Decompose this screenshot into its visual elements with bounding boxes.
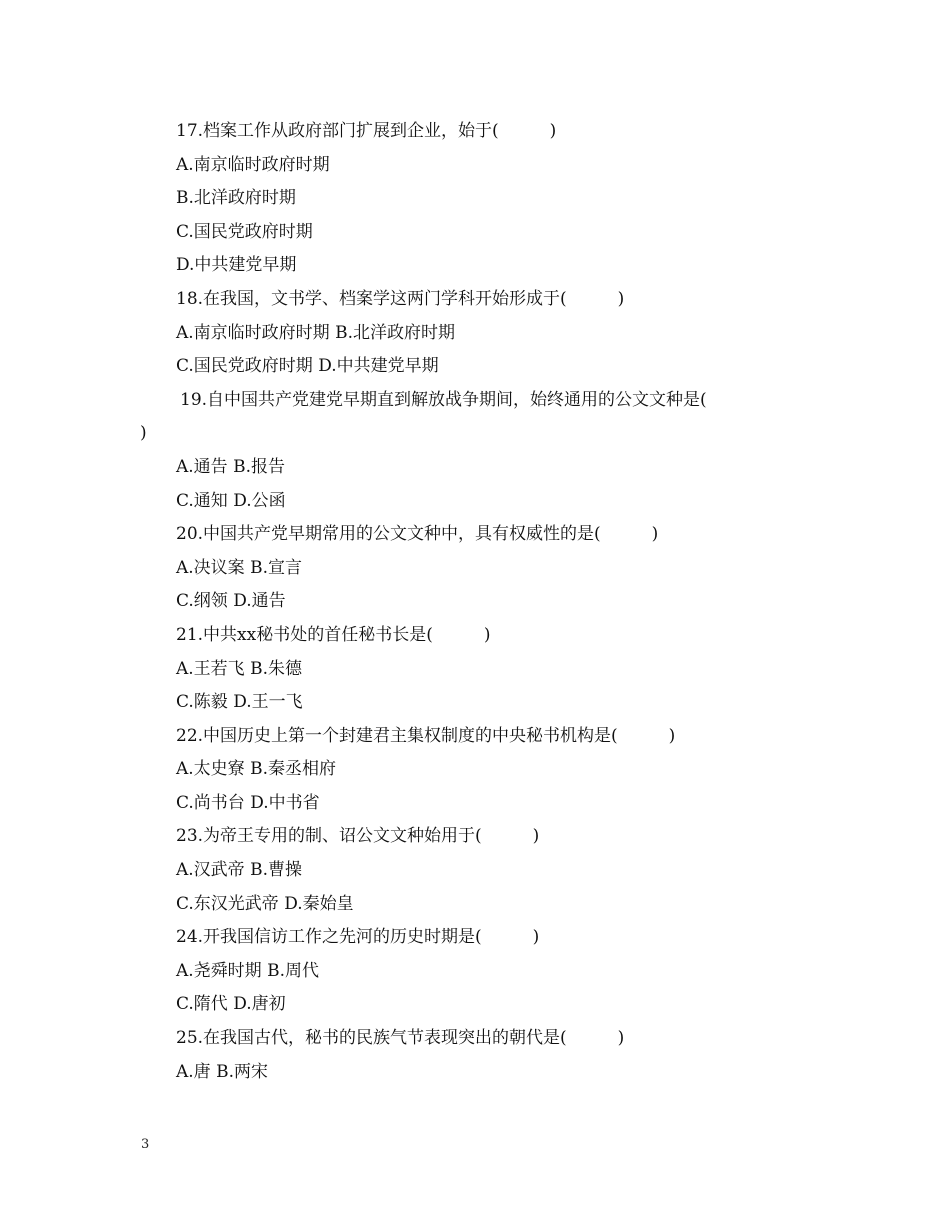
option-line: C.通知 D.公函 bbox=[176, 490, 286, 511]
option-line: C.尚书台 D.中书省 bbox=[176, 792, 320, 813]
option-line: A.王若飞 B.朱德 bbox=[176, 658, 302, 679]
question-19-continuation: ) bbox=[140, 423, 147, 444]
option-line: B.北洋政府时期 bbox=[176, 188, 296, 209]
option-line: A.通告 B.报告 bbox=[176, 456, 285, 477]
question-18: 18.在我国，文书学、档案学这两门学科开始形成于( ) bbox=[176, 288, 625, 309]
page-number: 3 bbox=[141, 1137, 150, 1152]
question-19: 19.自中国共产党建党早期直到解放战争期间，始终通用的公文文种是( bbox=[180, 389, 707, 410]
question-list bbox=[140, 115, 820, 1089]
option-line: C.东汉光武帝 D.秦始皇 bbox=[176, 893, 354, 914]
option-line: A.尧舜时期 B.周代 bbox=[176, 960, 319, 981]
option-line: A.南京临时政府时期 B.北洋政府时期 bbox=[176, 322, 455, 343]
question-24: 24.开我国信访工作之先河的历史时期是( ) bbox=[176, 927, 540, 948]
option-line: A.决议案 B.宣言 bbox=[176, 557, 302, 578]
question-23: 23.为帝王专用的制、诏公文文种始用于( ) bbox=[176, 826, 540, 847]
option-line: C.国民党政府时期 bbox=[176, 221, 313, 242]
option-line: C.纲领 D.通告 bbox=[176, 591, 286, 612]
question-20: 20.中国共产党早期常用的公文文种中，具有权威性的是( ) bbox=[176, 524, 659, 545]
option-line: C.陈毅 D.王一飞 bbox=[176, 692, 303, 713]
question-17: 17.档案工作从政府部门扩展到企业，始于( ) bbox=[176, 121, 557, 141]
question-21: 21.中共xx秘书处的首任秘书长是( ) bbox=[176, 624, 491, 645]
option-line: D.中共建党早期 bbox=[176, 255, 297, 276]
option-line: A.南京临时政府时期 bbox=[176, 154, 330, 175]
option-line: A.唐 B.两宋 bbox=[176, 1061, 268, 1082]
option-line: C.隋代 D.唐初 bbox=[176, 994, 286, 1015]
question-22: 22.中国历史上第一个封建君主集权制度的中央秘书机构是( ) bbox=[176, 725, 676, 746]
option-line: A.太史寮 B.秦丞相府 bbox=[176, 759, 336, 780]
question-25: 25.在我国古代，秘书的民族气节表现突出的朝代是( ) bbox=[176, 1028, 625, 1049]
option-line: A.汉武帝 B.曹操 bbox=[176, 860, 302, 881]
option-line: C.国民党政府时期 D.中共建党早期 bbox=[176, 356, 439, 377]
